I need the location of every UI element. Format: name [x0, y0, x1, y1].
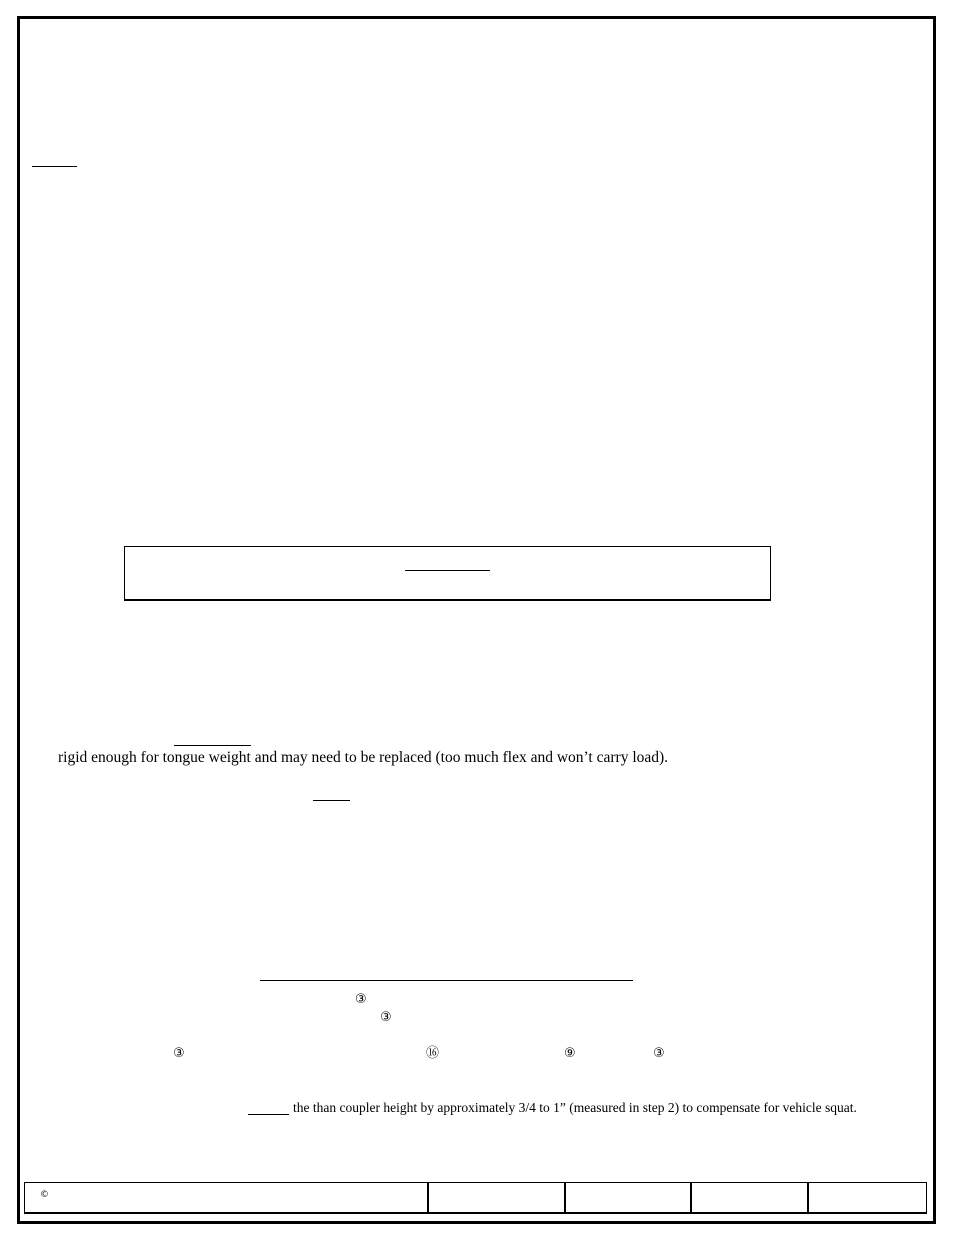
copyright-symbol: © [40, 1190, 49, 1200]
underline-rule-top-left [32, 166, 77, 167]
footer-cell-5 [809, 1183, 926, 1212]
part-callout-3b: ③ [380, 1010, 392, 1025]
footer-cell-4 [692, 1183, 809, 1212]
notice-underline-rule [405, 570, 490, 571]
underline-rule-long [260, 980, 633, 981]
notice-box [124, 546, 771, 601]
part-callout-3c: ③ [173, 1046, 185, 1061]
footer-table [24, 1182, 927, 1214]
part-callout-3d: ③ [653, 1046, 665, 1061]
part-callout-9: ⑨ [564, 1046, 576, 1061]
footer-cell-2 [429, 1183, 566, 1212]
part-callout-16: ⑯ [426, 1046, 440, 1061]
underline-rule-mid [313, 800, 350, 801]
part-callout-3a: ③ [355, 992, 367, 1007]
underline-rule-coupler [248, 1114, 289, 1115]
footer-cell-copyright [25, 1183, 429, 1212]
underline-rule-tongue [174, 745, 251, 746]
page-border [17, 16, 936, 1224]
tongue-weight-text: rigid enough for tongue weight and may need to be replaced (too much flex and won’t carry load). [58, 749, 669, 766]
footer-cell-3 [566, 1183, 692, 1212]
coupler-height-text: the than coupler height by approximately 3/4 to 1” (measured in step 2) to compensate for vehicle squat. [293, 1100, 857, 1115]
